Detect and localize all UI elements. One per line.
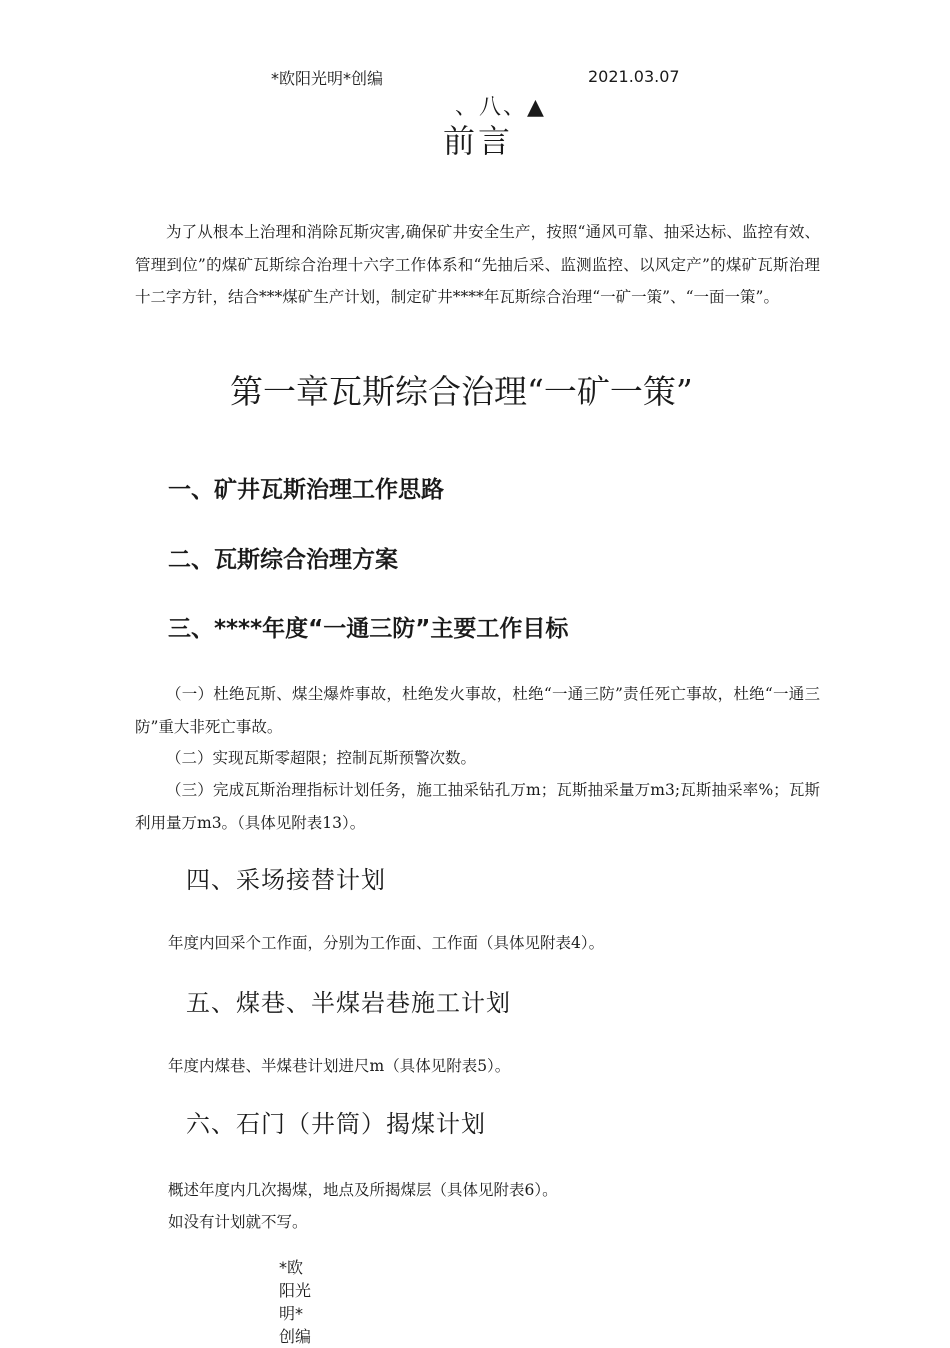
footer-author (279, 1256, 311, 1348)
goal-item-2: （二）实现瓦斯零超限；控制瓦斯预警次数。 (166, 749, 477, 767)
footer-author-line: 明* (279, 1304, 304, 1323)
header-author: *欧阳光明*创编 (271, 69, 384, 88)
section-heading-3: 三、****年度“一通三防”主要工作目标 (168, 616, 569, 642)
section-heading-4: 四、采场接替计划 (186, 866, 386, 894)
section-heading-2: 二、瓦斯综合治理方案 (168, 547, 398, 573)
section-6-note: 如没有计划就不写。 (168, 1213, 308, 1231)
goal-item-3: （三）完成瓦斯治理指标计划任务，施工抽采钻孔万m；瓦斯抽采量万m3;瓦斯抽采率%；瓦斯利用量万m3。（具体见附表13）。 (135, 781, 820, 832)
footer-author-line: 阳光 (279, 1281, 312, 1300)
header-date: 2021.03.07 (588, 67, 680, 86)
section-heading-1: 一、矿井瓦斯治理工作思路 (168, 477, 444, 503)
footer-author-line: 创编 (279, 1327, 312, 1346)
section-5-text: 年度内煤巷、半煤巷计划进尺m（具体见附表5）。 (168, 1057, 511, 1075)
preface-title: 前言 (443, 122, 514, 160)
footer-author-line: *欧 (279, 1258, 304, 1277)
section-heading-6: 六、石门（井筒）揭煤计划 (186, 1110, 486, 1138)
goal-item-1: （一）杜绝瓦斯、煤尘爆炸事故，杜绝发火事故，杜绝“一通三防”责任死亡事故，杜绝“一通三防”重大非死亡事故。 (135, 685, 820, 736)
header-glyphs: 、八、▲ (455, 95, 546, 120)
preface-paragraph: 为了从根本上治理和消除瓦斯灾害,确保矿井安全生产，按照“通风可靠、抽采达标、监控有效、管理到位”的煤矿瓦斯综合治理十六字工作体系和“先抽后采、监测监控、以风定产”的煤矿瓦斯治理十二字方针，结合***煤矿生产计划，制定矿井****年瓦斯综合治理“一矿一策”、“一面一策”。 (135, 223, 820, 306)
section-6-text: 概述年度内几次揭煤，地点及所揭煤层（具体见附表6）。 (168, 1181, 558, 1199)
section-4-text: 年度内回采个工作面，分别为工作面、工作面（具体见附表4）。 (168, 934, 605, 952)
chapter-title: 第一章瓦斯综合治理“一矿一策” (230, 372, 693, 411)
section-heading-5: 五、煤巷、半煤岩巷施工计划 (186, 989, 511, 1017)
